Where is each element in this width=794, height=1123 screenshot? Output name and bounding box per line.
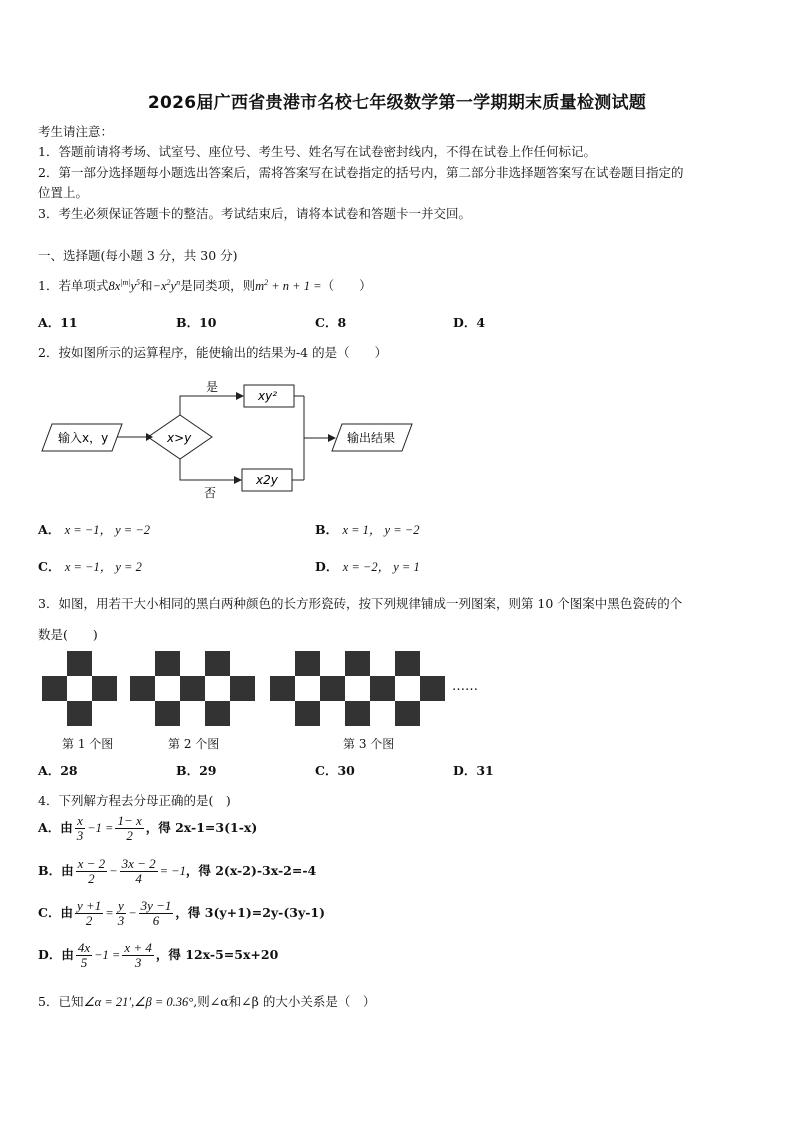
q2-option-d[interactable]: D． x = −2， y = 1 xyxy=(315,559,420,574)
pattern-black-tile xyxy=(180,676,205,701)
q2-option-c[interactable]: C． x = −1， y = 2 xyxy=(38,559,142,574)
q1-mid: 是同类项，则 xyxy=(180,278,256,293)
q3-option-b[interactable]: B．29 xyxy=(176,763,217,778)
pattern-black-tile xyxy=(395,701,420,726)
pattern-black-tile xyxy=(130,676,155,701)
q1-paren: （ ） xyxy=(321,278,372,293)
q2-option-b[interactable]: B． x = 1， y = −2 xyxy=(315,522,420,537)
notice-item-2: 2．第一部分选择题每小题选出答案后，需将答案写在试卷指定的括号内，第二部分非选择题答案写在试卷题目指定的 xyxy=(38,165,684,180)
flow-output-text: 输出结果 xyxy=(347,431,396,445)
pattern-black-tile xyxy=(205,701,230,726)
q2-option-a[interactable]: A． x = −1， y = −2 xyxy=(38,522,151,537)
section-heading: 一、选择题(每小题 3 分，共 30 分) xyxy=(38,248,238,263)
flow-yes-label: 是 xyxy=(206,380,219,394)
pattern-caption-2: 第 2 个图 xyxy=(168,737,220,751)
page-title: 2026届广西省贵港市名校七年级数学第一学期期末质量检测试题 xyxy=(147,93,647,113)
question-5: 5．已知∠α = 21′,∠β = 0.36°,则∠α和∠β 的大小关系是（ ） xyxy=(38,994,376,1009)
flow-yes-text: xy² xyxy=(258,389,278,403)
q1-option-b[interactable]: B．10 xyxy=(176,315,217,330)
q1-option-a[interactable]: A．11 xyxy=(38,315,78,330)
notice-item-1: 1．答题前请将考场、试室号、座位号、考生号、姓名写在试卷密封线内，不得在试卷上作任何标记。 xyxy=(38,144,596,159)
q3-option-a[interactable]: A．28 xyxy=(38,763,78,778)
question-3-line1: 3．如图，用若干大小相同的黑白两种颜色的长方形瓷砖，按下列规律铺成一列图案，则第 10 个图案中黑色瓷砖的个 xyxy=(38,596,683,611)
pattern-black-tile xyxy=(420,676,445,701)
q1-target: $m^2 + n + 1$ = xyxy=(255,277,322,293)
notice-item-3: 3．考生必须保证答题卡的整洁。考试结束后，请将本试卷和答题卡一并交回。 xyxy=(38,206,471,221)
pattern-black-tile xyxy=(345,651,370,676)
flow-no-text: x2y xyxy=(256,473,278,487)
pattern-black-tile xyxy=(295,651,320,676)
q5-angles-expr: ∠α = 21′,∠β = 0.36° xyxy=(83,995,194,1009)
question-2: 2．按如图所示的运算程序，能使输出的结果为-4 的是（ ） xyxy=(38,345,388,360)
q1-prefix: 1．若单项式 xyxy=(38,278,109,293)
pattern-caption-1: 第 1 个图 xyxy=(62,737,114,751)
flow-input-text: 输入x，y xyxy=(58,431,109,445)
pattern-black-tile xyxy=(230,676,255,701)
pattern-black-tile xyxy=(270,676,295,701)
question-1 xyxy=(38,276,372,294)
question-4: 4．下列解方程去分母正确的是( ) xyxy=(38,793,231,808)
flowchart xyxy=(40,376,430,504)
pattern-black-tile xyxy=(42,676,67,701)
q1-option-c[interactable]: C．8 xyxy=(315,315,347,330)
notice-heading: 考生请注意： xyxy=(38,124,114,139)
pattern-caption-3: 第 3 个图 xyxy=(343,737,395,751)
q4-option-a[interactable]: A．由 $\frac{x}{3}$ −1 = $\frac{1- x}{2}$ ，得 2x-1=3(1-x) xyxy=(38,813,258,843)
q4-option-d[interactable]: D．由 $\frac{4x}{5}$ −1 = $\frac{x + 4}{3}$ ，得 12x-5=5x+20 xyxy=(38,940,279,970)
tile-patterns xyxy=(40,650,490,730)
q3-option-d[interactable]: D．31 xyxy=(453,763,494,778)
q4-option-c[interactable]: C．由 $\frac{y +1}{2}$ = $\frac{y}{3}$ − $\frac{3y -1}{6}$ ，得 3(y+1)=2y-(3y-1) xyxy=(38,898,326,928)
pattern-black-tile xyxy=(92,676,117,701)
pattern-black-tile xyxy=(320,676,345,701)
pattern-ellipsis: …… xyxy=(452,679,478,694)
pattern-black-tile xyxy=(205,651,230,676)
pattern-black-tile xyxy=(67,651,92,676)
flow-condition-text: x>y xyxy=(167,431,192,445)
question-3-line2: 数是( ) xyxy=(38,627,98,642)
q4-option-b[interactable]: B．由 $\frac{x - 2}{2}$ − $\frac{3x - 2}{4}$ = −1，得 2(x-2)-3x-2=-4 xyxy=(38,856,317,886)
q1-expr2: $-x^2y^n$ xyxy=(152,277,181,293)
q1-option-d[interactable]: D．4 xyxy=(453,315,486,330)
pattern-black-tile xyxy=(155,651,180,676)
q3-option-c[interactable]: C．30 xyxy=(315,763,355,778)
pattern-black-tile xyxy=(345,701,370,726)
pattern-black-tile xyxy=(370,676,395,701)
pattern-black-tile xyxy=(67,701,92,726)
pattern-black-tile xyxy=(395,651,420,676)
flow-no-label: 否 xyxy=(204,486,217,500)
q1-and: 和 xyxy=(140,278,153,293)
pattern-black-tile xyxy=(155,701,180,726)
pattern-black-tile xyxy=(295,701,320,726)
notice-item-2-cont: 位置上。 xyxy=(38,185,89,200)
q1-expr1: $8x^{|m|}y^5$ xyxy=(108,277,141,293)
